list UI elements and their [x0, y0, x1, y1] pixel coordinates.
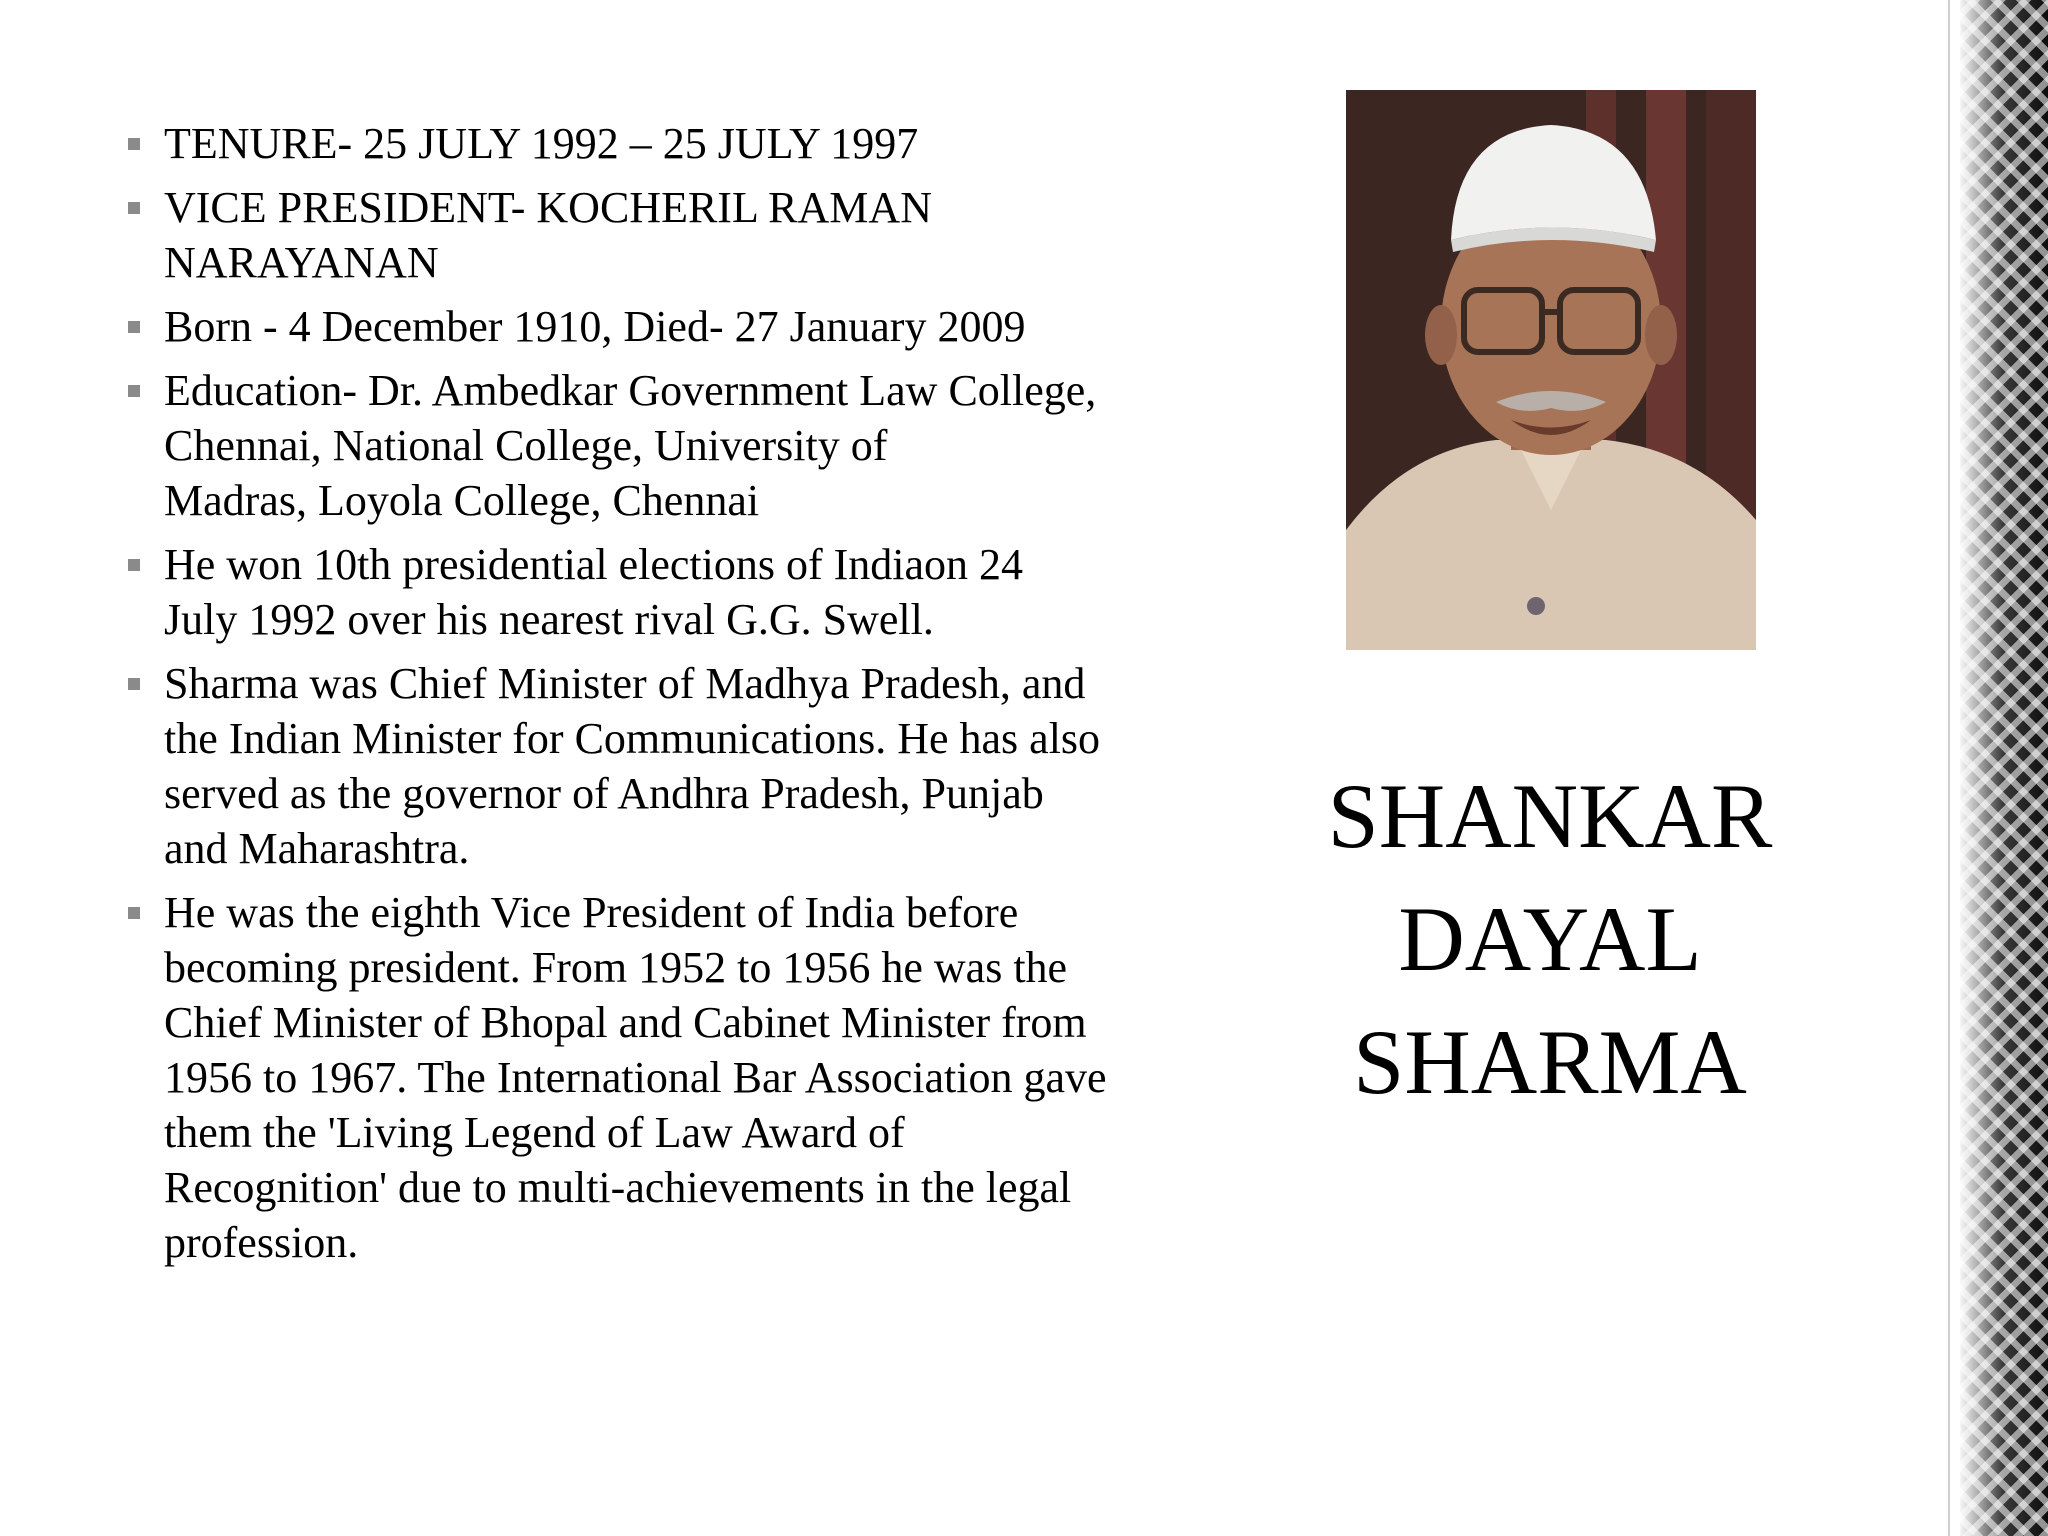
- portrait-illustration: [1346, 90, 1756, 650]
- list-item: [126, 180, 1276, 290]
- bullet-list: [126, 116, 1276, 1279]
- square-bullet-icon: [128, 907, 140, 919]
- bullet-text-election: He won 10th presidential elections of Indiaon 24 July 1992 over his nearest rival G.G. Swell.: [164, 540, 1024, 644]
- list-item: [126, 656, 1276, 876]
- square-bullet-icon: [128, 678, 140, 690]
- list-item: [126, 885, 1276, 1270]
- slide-title: [1270, 755, 1830, 1124]
- bullet-text-vice-presidency: He was the eighth Vice President of India before becoming president. From 1952 to 1956 he was the Chief Minister of Bhopal and Cabinet Minister from 1956 to 1967. The International Bar Association gave them the 'Living Legend of Law Award of Recognition' due to multi-achievements in the legal profession.: [164, 888, 1107, 1267]
- list-item: [126, 116, 1276, 171]
- bullet-text-born: Born - 4 December 1910, Died- 27 January 2009: [164, 302, 1026, 351]
- list-item: [126, 363, 1276, 528]
- square-bullet-icon: [128, 559, 140, 571]
- bullet-text-vice-president: VICE PRESIDENT- KOCHERIL RAMAN NARAYANAN: [164, 183, 932, 287]
- title-line-middle: DAYAL: [1398, 888, 1702, 990]
- bullet-text-career: Sharma was Chief Minister of Madhya Pradesh, and the Indian Minister for Communications. He has also served as the governor of Andhra Pradesh, Punjab and Maharashtra.: [164, 659, 1101, 873]
- square-bullet-icon: [128, 385, 140, 397]
- title-line-last: SHARMA: [1353, 1011, 1747, 1113]
- bullet-text-tenure: TENURE- 25 JULY 1992 – 25 JULY 1997: [164, 119, 919, 168]
- portrait-photo: [1346, 90, 1756, 650]
- bullet-text-education: Education- Dr. Ambedkar Government Law College, Chennai, National College, University of Madras, Loyola College, Chennai: [164, 366, 1097, 525]
- square-bullet-icon: [128, 321, 140, 333]
- list-item: [126, 299, 1276, 354]
- decorative-edge-band: [1948, 0, 2048, 1536]
- square-bullet-icon: [128, 138, 140, 150]
- title-line-first: SHANKAR: [1327, 765, 1773, 867]
- square-bullet-icon: [128, 202, 140, 214]
- decorative-edge-divider: [1948, 0, 1960, 1536]
- list-item: [126, 537, 1276, 647]
